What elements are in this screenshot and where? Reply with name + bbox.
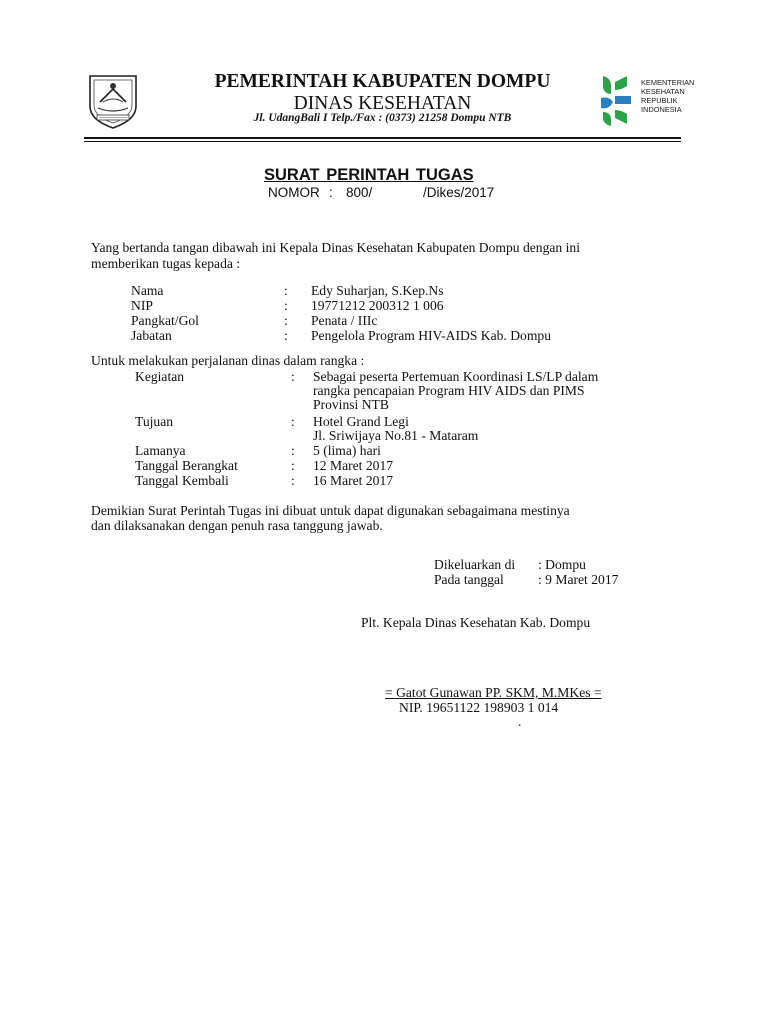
- signatory-office: Plt. Kepala Dinas Kesehatan Kab. Dompu: [361, 615, 591, 630]
- kemenkes-logo-icon: [597, 72, 637, 128]
- government-name: PEMERINTAH KABUPATEN DOMPU: [214, 71, 551, 92]
- department-name: DINAS KESEHATAN: [293, 93, 472, 114]
- assignee-name-value: Edy Suharjan, S.Kep.Ns: [311, 283, 444, 298]
- return-date-value: 16 Maret 2017: [313, 473, 394, 488]
- number-suffix: /Dikes/2017: [423, 185, 495, 200]
- letterhead-address: Jl. UdangBali I Telp./Fax : (0373) 21258 Dompu NTB: [253, 112, 512, 124]
- assignee-nip-label: NIP: [131, 298, 153, 313]
- separator: :: [291, 414, 295, 429]
- activity-line-1: Sebagai peserta Pertemuan Koordinasi LS/LP dalam: [313, 369, 599, 384]
- issued-place-label: Dikeluarkan di: [434, 557, 516, 572]
- separator: :: [291, 458, 295, 473]
- document-title: SURAT PERINTAH TUGAS: [264, 166, 474, 184]
- activity-line-2: rangka pencapaian Program HIV AIDS dan PIMS: [313, 383, 585, 398]
- separator: :: [291, 369, 295, 384]
- activity-label: Kegiatan: [135, 369, 185, 384]
- assignee-position-label: Jabatan: [131, 328, 172, 343]
- destination-line-1: Hotel Grand Legi: [313, 414, 409, 429]
- separator: :: [284, 328, 288, 343]
- closing-line-1: Demikian Surat Perintah Tugas ini dibuat untuk dapat digunakan sebagaimana mestinya: [91, 503, 570, 518]
- separator: :: [284, 313, 288, 328]
- letterhead-rule-thin: [84, 141, 681, 142]
- issued-place-value: : Dompu: [538, 557, 586, 572]
- separator: :: [284, 283, 288, 298]
- signatory-name: = Gatot Gunawan PP. SKM, M.MKes =: [385, 685, 602, 700]
- intro-line-1: Yang bertanda tangan dibawah ini Kepala Dinas Kesehatan Kabupaten Dompu dengan ini: [91, 240, 580, 255]
- number-separator: :: [329, 185, 333, 200]
- closing-line-2: dan dilaksanakan dengan penuh rasa tanggung jawab.: [91, 518, 383, 533]
- trailing-dot: .: [518, 714, 522, 729]
- destination-label: Tujuan: [135, 414, 174, 429]
- signatory-nip: NIP. 19651122 198903 1 014: [399, 700, 559, 715]
- assignee-name-label: Nama: [131, 283, 164, 298]
- issued-date-label: Pada tanggal: [434, 572, 504, 587]
- duration-label: Lamanya: [135, 443, 186, 458]
- separator: :: [291, 473, 295, 488]
- assignee-position-value: Pengelola Program HIV-AIDS Kab. Dompu: [311, 328, 552, 343]
- issued-date-value: : 9 Maret 2017: [538, 572, 619, 587]
- separator: :: [284, 298, 288, 313]
- assignee-nip-value: 19771212 200312 1 006: [311, 298, 444, 313]
- depart-date-label: Tanggal Berangkat: [135, 458, 238, 473]
- depart-date-value: 12 Maret 2017: [313, 458, 394, 473]
- separator: :: [291, 443, 295, 458]
- letterhead-rule-thick: [84, 137, 681, 139]
- activity-line-3: Provinsi NTB: [313, 397, 389, 412]
- intro-line-2: memberikan tugas kepada :: [91, 256, 241, 271]
- number-prefix: 800/: [346, 185, 373, 200]
- return-date-label: Tanggal Kembali: [135, 473, 229, 488]
- assignee-rank-label: Pangkat/Gol: [131, 313, 199, 328]
- kemenkes-logo-text: KEMENTERIAN KESEHATAN REPUBLIK INDONESIA: [641, 78, 695, 114]
- assignee-rank-value: Penata / IIIc: [311, 313, 378, 328]
- regency-emblem-icon: [84, 72, 142, 130]
- number-label: NOMOR: [268, 185, 320, 200]
- trip-intro: Untuk melakukan perjalanan dinas dalam rangka :: [91, 353, 365, 368]
- destination-line-2: Jl. Sriwijaya No.81 - Mataram: [313, 428, 479, 443]
- duration-value: 5 (lima) hari: [313, 443, 381, 458]
